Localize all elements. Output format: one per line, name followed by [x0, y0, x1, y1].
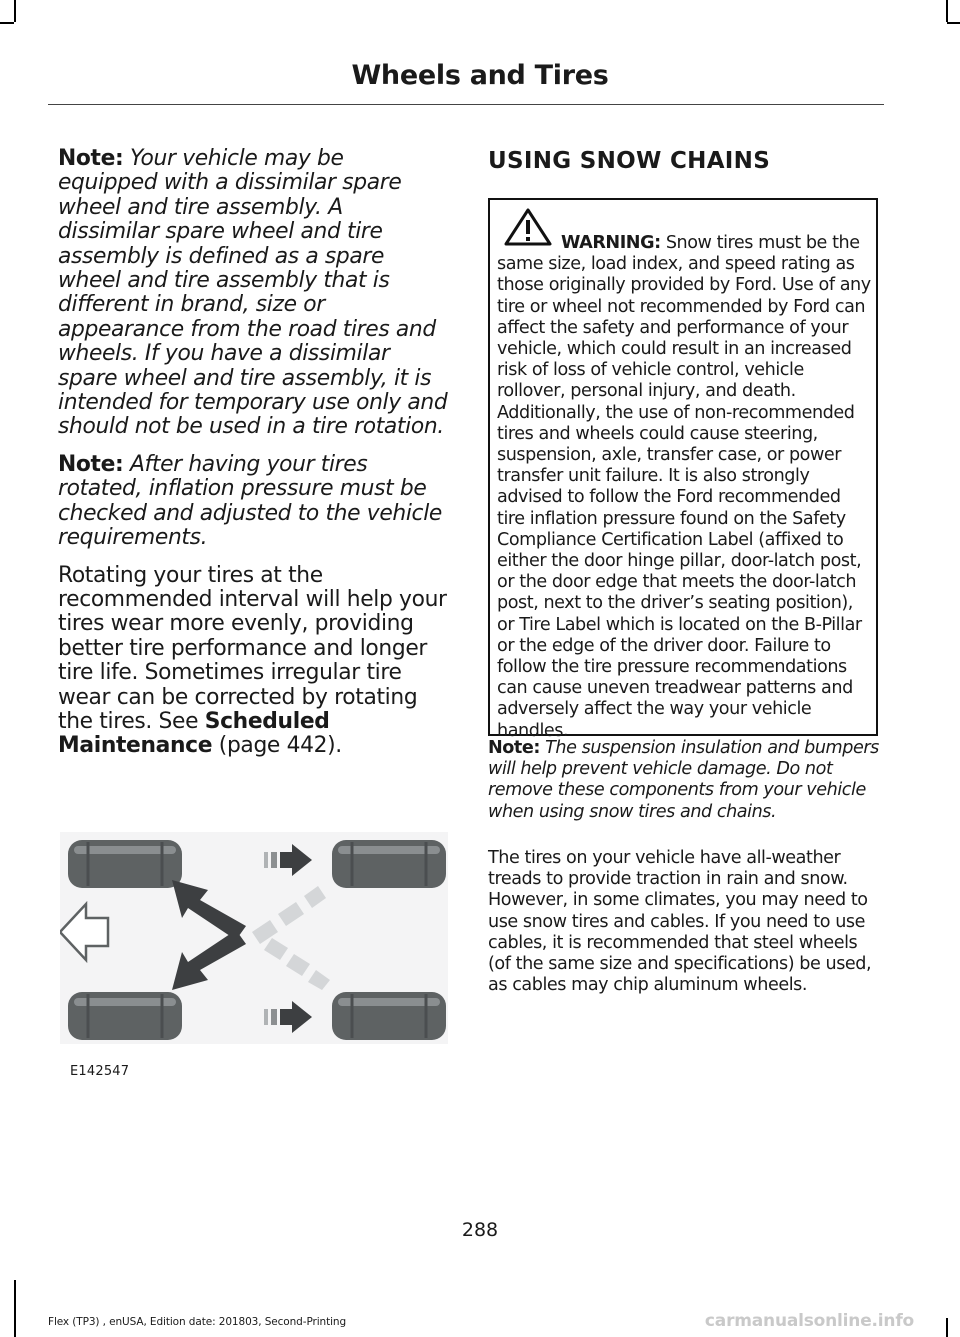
warning-text: Snow tires must be the same size, load index, and speed rating as those originally provided by Ford. Use of any tire or wheel not recommended by Ford can affect the safety and performance of your vehicle, which could result in an increased risk of loss of vehicle control, vehicle rollover, personal injury, and death. Additionally, the use of non-recommended tires and wheels could cause steering, suspension, axle, transfer case, or power transfer unit failure. It is also strongly advised to follow the Ford recommended tire inflation pressure found on the Safety Compliance Certification Label (affixed to either the door hinge pillar, door-latch post, or the door edge that meets the door-latch post, next to the driver’s seating position), or Tire Label which is located on the B-Pillar or the edge of the driver door. Failure to follow the tire pressure recommendations can cause uneven treadwear patterns and adversely affect the way your vehicle handles. — [497, 233, 871, 741]
note-inflation — [58, 453, 448, 551]
warning-triangle-icon — [504, 208, 552, 246]
rotation-paragraph — [58, 564, 448, 759]
warning-label: WARNING: — [561, 233, 661, 253]
crop-mark — [0, 22, 14, 24]
footer-edition: Flex (TP3) , enUSA, Edition date: 201803, Second-Printing — [48, 1316, 347, 1328]
tire-rear-right — [332, 992, 446, 1040]
tire-rotation-diagram — [60, 832, 448, 1082]
note-text: Your vehicle may be equipped with a dissimilar spare wheel and tire assembly. A dissimilar spare wheel and tire assembly is defined as a spare wheel and tire assembly that is different in brand, size or appearance from the road tires and wheels. If you have a dissimilar spare wheel and tire assembly, it is intended for temporary use only and should not be used in a tire rotation. — [58, 146, 448, 440]
crop-mark — [946, 1318, 948, 1337]
crop-mark — [14, 1280, 16, 1337]
header-divider — [48, 104, 884, 105]
left-column — [58, 147, 448, 772]
warning-box — [488, 198, 878, 741]
scheduled-maintenance-link[interactable]: Scheduled Maintenance — [58, 708, 330, 759]
page-reference: (page 442). — [218, 733, 342, 759]
paragraph-text: Rotating your tires at the recommended interval will help your tires wear more evenly, providing better tire performance and longer tire life. Sometimes irregular tire wear can be corrected by rotating the tires. See — [58, 562, 447, 734]
note-text: After having your tires rotated, inflation pressure must be checked and adjusted to the vehicle requirements. — [58, 451, 442, 551]
note-label: Note: — [58, 451, 124, 477]
crop-mark — [947, 22, 960, 24]
note-label: Note: — [58, 146, 124, 171]
crop-mark — [946, 0, 948, 22]
note-suspension — [488, 738, 883, 823]
tire-front-left — [68, 840, 182, 888]
note-text: The suspension insulation and bumpers will help prevent vehicle damage. Do not remove these components from your vehicle when using snow tires and chains. — [488, 738, 879, 822]
tire-front-right — [332, 840, 446, 888]
watermark: carmanualsonline.info — [704, 1311, 914, 1331]
tire-rear-left — [68, 992, 182, 1040]
crop-mark — [14, 0, 16, 22]
right-column — [488, 148, 883, 996]
section-heading: USING SNOW CHAINS — [488, 148, 771, 174]
paragraph-cables: The tires on your vehicle have all-weather treads to provide traction in rain and snow. However, in some climates, you may need to use snow tires and cables. If you need to use cables, it is recommended that steel wheels (of the same size and specifications) be used, as cables may chip aluminum wheels. — [488, 848, 872, 996]
note-spare-wheel — [58, 147, 448, 440]
page-number: 288 — [461, 1219, 499, 1241]
figure-id: E142547 — [70, 1064, 130, 1079]
note-label: Note: — [488, 738, 540, 758]
page-title: Wheels and Tires — [351, 60, 609, 91]
